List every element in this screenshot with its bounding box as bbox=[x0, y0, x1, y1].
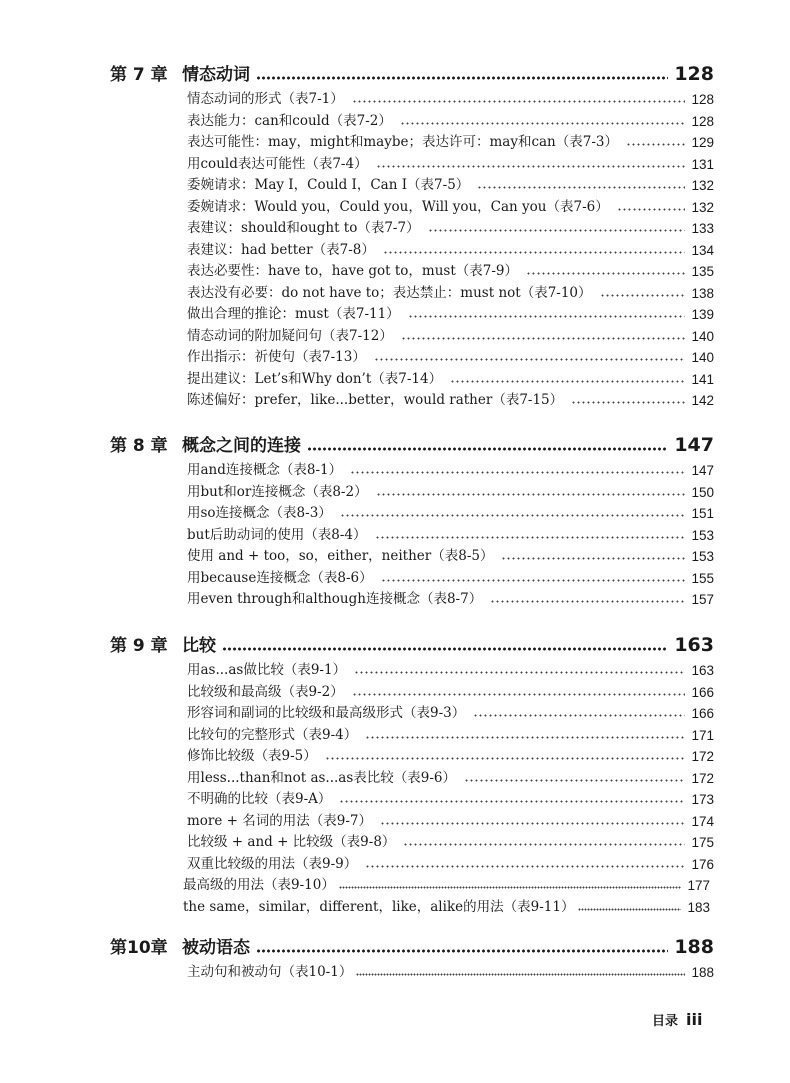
toc-entry[interactable] bbox=[187, 766, 714, 786]
entry-page-number: 183 bbox=[687, 899, 710, 915]
chapter-title: 情态动词 bbox=[182, 65, 250, 85]
toc-entry[interactable] bbox=[187, 523, 714, 543]
dot-leader bbox=[401, 337, 686, 340]
entry-page-number: 133 bbox=[691, 221, 714, 236]
entry-title: but后助动词的使用（表8-4） bbox=[187, 526, 367, 543]
entry-title: 使用 and + too，so，either，neither（表8-5） bbox=[187, 548, 494, 564]
toc-entry[interactable] bbox=[187, 87, 714, 107]
entry-page-number: 166 bbox=[691, 684, 714, 700]
toc-entry[interactable] bbox=[187, 680, 714, 700]
entry-page-number: 147 bbox=[691, 463, 714, 478]
toc-entry[interactable] bbox=[187, 723, 714, 743]
chapter-heading[interactable] bbox=[110, 430, 714, 456]
chapter-page-number: 147 bbox=[674, 434, 714, 456]
entry-page-number: 129 bbox=[691, 135, 714, 150]
chapter-heading[interactable] bbox=[110, 932, 714, 958]
entry-page-number: 172 bbox=[691, 770, 714, 786]
entry-page-number: 150 bbox=[691, 484, 714, 500]
entry-title: 表建议：should和ought to（表7-7） bbox=[187, 220, 420, 236]
chapter-title: 被动语态 bbox=[182, 938, 250, 958]
dot-leader bbox=[571, 401, 685, 404]
dot-leader bbox=[501, 557, 685, 560]
dot-leader bbox=[375, 536, 686, 539]
chapter-heading[interactable] bbox=[110, 59, 714, 85]
entry-title: 用even through和although连接概念（表8-7） bbox=[187, 591, 483, 607]
dot-leader bbox=[352, 693, 686, 696]
entry-title: 作出指示：祈使句（表7-13） bbox=[187, 349, 366, 365]
entry-title: 表达必要性：have to，have got to，must（表7-9） bbox=[187, 263, 518, 279]
dot-leader bbox=[403, 843, 685, 846]
entry-page-number: 163 bbox=[691, 663, 714, 678]
dot-leader bbox=[578, 908, 681, 911]
entry-page-number: 128 bbox=[691, 113, 714, 129]
toc-entry[interactable] bbox=[187, 501, 714, 521]
chapter-number: 第10章 bbox=[110, 938, 168, 958]
entry-page-number: 128 bbox=[691, 92, 714, 107]
chapter-number: 第 8 章 bbox=[110, 436, 168, 456]
dot-leader bbox=[356, 973, 685, 976]
entry-page-number: 176 bbox=[691, 856, 714, 872]
dot-leader bbox=[400, 122, 686, 125]
toc-entry[interactable] bbox=[187, 566, 714, 586]
toc-entry[interactable] bbox=[187, 324, 714, 344]
dot-leader bbox=[626, 143, 685, 146]
entry-title: 最高级的用法（表9-10） bbox=[183, 877, 335, 893]
toc-entry[interactable] bbox=[187, 809, 714, 829]
entry-title: the same，similar，different，like，alike的用法（表9-11） bbox=[183, 898, 575, 915]
footer-label: 目录 bbox=[652, 1014, 679, 1029]
toc-entry[interactable] bbox=[187, 259, 714, 279]
entry-title: 表达没有必要：do not have to；表达禁止：must not（表7-10） bbox=[187, 284, 592, 301]
entry-page-number: 173 bbox=[691, 792, 714, 807]
toc-entry[interactable] bbox=[187, 787, 714, 807]
entry-title: 形容词和副词的比较级和最高级形式（表9-3） bbox=[187, 705, 466, 721]
entry-page-number: 188 bbox=[691, 965, 714, 980]
chapter-heading[interactable] bbox=[110, 630, 714, 656]
toc-entry[interactable] bbox=[187, 544, 714, 564]
dot-leader bbox=[383, 251, 686, 254]
dot-leader bbox=[325, 757, 686, 760]
dot-leader bbox=[350, 471, 685, 474]
entry-title: 表建议：had better（表7-8） bbox=[187, 241, 375, 258]
entry-title: 用less...than和not as...as表比较（表9-6） bbox=[187, 769, 457, 786]
dot-leader bbox=[365, 736, 685, 739]
toc-entry[interactable] bbox=[187, 852, 714, 872]
toc-entry[interactable] bbox=[187, 480, 714, 500]
entry-page-number: 157 bbox=[691, 592, 714, 607]
dot-leader bbox=[256, 949, 668, 953]
dot-leader bbox=[339, 886, 682, 889]
entry-title: 陈述偏好：prefer，like...better，would rather（表7-15） bbox=[187, 392, 564, 408]
chapter-number: 第 9 章 bbox=[110, 636, 168, 656]
toc-entry[interactable] bbox=[187, 281, 714, 301]
entry-title: 表达可能性：may，might和maybe；表达许可：may和can（表7-3） bbox=[187, 134, 618, 150]
chapter-page-number: 128 bbox=[674, 63, 714, 85]
toc-entry[interactable] bbox=[183, 895, 710, 915]
toc-entry[interactable] bbox=[187, 388, 714, 408]
entry-page-number: 132 bbox=[691, 199, 714, 215]
chapter-title: 比较 bbox=[182, 636, 216, 656]
entry-title: 比较句的完整形式（表9-4） bbox=[187, 726, 358, 743]
entry-title: 提出建议：Let’s和Why don’t（表7-14） bbox=[187, 370, 443, 387]
entry-page-number: 153 bbox=[691, 527, 714, 543]
dot-leader bbox=[526, 272, 685, 275]
entry-page-number: 155 bbox=[691, 570, 714, 586]
toc-entry[interactable] bbox=[187, 960, 714, 980]
entry-title: 做出合理的推论：must（表7-11） bbox=[187, 306, 400, 322]
entry-page-number: 172 bbox=[691, 749, 714, 764]
dot-leader bbox=[428, 229, 686, 232]
toc-entry[interactable] bbox=[187, 173, 714, 193]
chapter-title: 概念之间的连接 bbox=[182, 436, 301, 456]
entry-title: 用so连接概念（表8-3） bbox=[187, 505, 332, 521]
toc-entry[interactable] bbox=[187, 152, 714, 172]
toc-entry[interactable] bbox=[187, 658, 714, 678]
entry-page-number: 132 bbox=[691, 178, 714, 193]
entry-page-number: 131 bbox=[691, 156, 714, 172]
entry-page-number: 177 bbox=[687, 878, 710, 893]
entry-title: 情态动词的附加疑问句（表7-12） bbox=[187, 327, 393, 344]
toc-entry[interactable] bbox=[187, 830, 714, 850]
dot-leader bbox=[464, 779, 685, 782]
entry-title: 主动句和被动句（表10-1） bbox=[187, 964, 353, 980]
entry-page-number: 142 bbox=[691, 393, 714, 408]
entry-title: 双重比较级的用法（表9-9） bbox=[187, 855, 358, 872]
dot-leader bbox=[256, 76, 668, 80]
entry-page-number: 138 bbox=[691, 285, 714, 301]
toc-entry[interactable] bbox=[187, 130, 714, 150]
dot-leader bbox=[376, 493, 686, 496]
dot-leader bbox=[376, 165, 686, 168]
toc-entry[interactable] bbox=[187, 302, 714, 322]
entry-title: 表达能力：can和could（表7-2） bbox=[187, 112, 392, 129]
toc-entry[interactable] bbox=[187, 238, 714, 258]
entry-title: 修饰比较级（表9-5） bbox=[187, 748, 317, 764]
dot-leader bbox=[340, 514, 686, 517]
dot-leader bbox=[352, 100, 686, 103]
dot-leader bbox=[374, 358, 686, 361]
toc-entry[interactable] bbox=[187, 195, 714, 215]
entry-title: 委婉请求：May I，Could I，Can I（表7-5） bbox=[187, 177, 470, 193]
entry-page-number: 151 bbox=[691, 506, 714, 521]
dot-leader bbox=[307, 447, 668, 451]
entry-title: 用because连接概念（表8-6） bbox=[187, 569, 373, 586]
entry-page-number: 175 bbox=[691, 835, 714, 850]
toc-entry[interactable] bbox=[187, 587, 714, 607]
entry-page-number: 134 bbox=[691, 242, 714, 258]
toc-entry[interactable] bbox=[183, 873, 710, 893]
entry-page-number: 135 bbox=[691, 264, 714, 279]
entry-page-number: 139 bbox=[691, 307, 714, 322]
page-footer bbox=[652, 1010, 702, 1029]
entry-title: 情态动词的形式（表7-1） bbox=[187, 91, 344, 107]
dot-leader bbox=[473, 714, 685, 717]
dot-leader bbox=[490, 600, 685, 603]
toc-entry[interactable] bbox=[187, 109, 714, 129]
chapter-page-number: 188 bbox=[674, 936, 714, 958]
entry-title: 用could表达可能性（表7-4） bbox=[187, 155, 368, 172]
dot-leader bbox=[365, 865, 685, 868]
dot-leader bbox=[450, 380, 685, 383]
entry-title: more + 名词的用法（表9-7） bbox=[187, 812, 373, 829]
entry-title: 用and连接概念（表8-1） bbox=[187, 462, 343, 478]
chapter-page-number: 163 bbox=[674, 634, 714, 656]
entry-page-number: 140 bbox=[691, 350, 714, 365]
dot-leader bbox=[339, 800, 685, 803]
dot-leader bbox=[354, 671, 685, 674]
dot-leader bbox=[600, 294, 686, 297]
page-number: iii bbox=[686, 1010, 703, 1029]
entry-title: 委婉请求：Would you，Could you，Will you，Can you（表7-6） bbox=[187, 198, 609, 215]
dot-leader bbox=[381, 579, 686, 582]
dot-leader bbox=[380, 822, 685, 825]
dot-leader bbox=[617, 208, 686, 211]
entry-page-number: 166 bbox=[691, 706, 714, 721]
entry-page-number: 140 bbox=[691, 328, 714, 344]
entry-title: 不明确的比较（表9-A） bbox=[187, 791, 332, 807]
dot-leader bbox=[222, 647, 668, 651]
entry-title: 比较级 + and + 比较级（表9-8） bbox=[187, 834, 396, 850]
toc-entry[interactable] bbox=[187, 367, 714, 387]
toc-entry[interactable] bbox=[187, 345, 714, 365]
entry-page-number: 141 bbox=[691, 371, 714, 387]
entry-title: 用as...as做比较（表9-1） bbox=[187, 662, 347, 678]
entry-title: 用but和or连接概念（表8-2） bbox=[187, 483, 368, 500]
toc-entry[interactable] bbox=[187, 744, 714, 764]
entry-page-number: 153 bbox=[691, 549, 714, 564]
dot-leader bbox=[477, 186, 685, 189]
toc-entry[interactable] bbox=[187, 458, 714, 478]
chapter-number: 第 7 章 bbox=[110, 65, 168, 85]
dot-leader bbox=[408, 315, 686, 318]
entry-page-number: 171 bbox=[691, 727, 714, 743]
toc-entry[interactable] bbox=[187, 216, 714, 236]
entry-page-number: 174 bbox=[691, 813, 714, 829]
toc-entry[interactable] bbox=[187, 701, 714, 721]
entry-title: 比较级和最高级（表9-2） bbox=[187, 683, 344, 700]
